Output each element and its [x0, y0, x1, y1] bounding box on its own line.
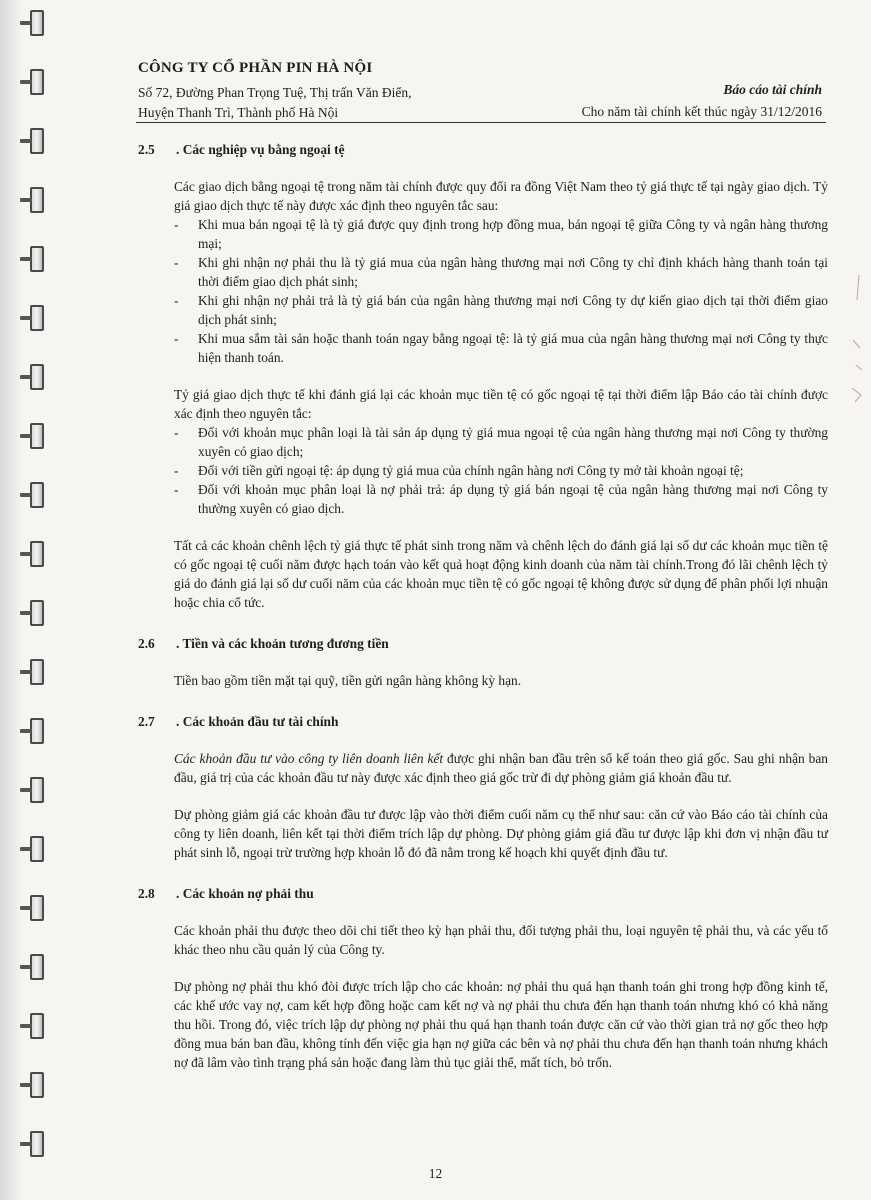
list-item: - Đối với khoản mục phân loại là tài sản áp dụng tỷ giá mua ngoại tệ của ngân hàng thương mại nơi Công ty thường xuyên có giao dịch; — [198, 423, 828, 461]
italic-term: Các khoản đầu tư vào công ty liên doanh liên kết — [174, 751, 444, 766]
list-item: - Khi ghi nhận nợ phải thu là tỷ giá mua của ngân hàng thương mại nơi Công ty chỉ định khách hàng thanh toán tại thời điểm giao dịch phát sinh; — [198, 253, 828, 291]
list-item: - Khi mua sắm tài sản hoặc thanh toán ngay bằng ngoại tệ: là tỷ giá mua của ngân hàng thương mại nơi Công ty thực hiện thanh toán. — [198, 329, 828, 367]
section-2-5-rules-list — [138, 215, 828, 367]
section-title: . Các nghiệp vụ bằng ngoại tệ — [176, 142, 345, 157]
list-item: - Đối với khoản mục phân loại là nợ phải trả: áp dụng tỷ giá bán ngoại tệ của ngân hàng thương mại nơi Công ty thường xuyên có giao dịch. — [198, 480, 828, 518]
section-number: 2.8 — [138, 886, 155, 901]
binding-ring — [30, 128, 44, 154]
section-2-6-heading — [138, 634, 828, 653]
section-number: 2.7 — [138, 714, 155, 729]
binding-ring — [30, 187, 44, 213]
header-divider — [136, 122, 826, 123]
company-address-line2: Huyện Thanh Trì, Thành phố Hà Nội — [138, 105, 339, 120]
page-number: 12 — [428, 1166, 443, 1181]
binding-ring — [30, 954, 44, 980]
section-2-7-heading — [138, 712, 828, 731]
binding-ring — [30, 1013, 44, 1039]
binding-ring — [30, 1072, 44, 1098]
binding-ring — [30, 69, 44, 95]
binding-ring — [30, 718, 44, 744]
binding-ring — [30, 541, 44, 567]
section-2-6-text: Tiền bao gồm tiền mặt tại quỹ, tiền gửi ngân hàng không kỳ hạn. — [174, 673, 522, 688]
section-2-5-closing: Tất cả các khoản chênh lệch tỷ giá thực tế phát sinh trong năm và chênh lệch do đánh giá lại số dư các khoản mục tiền tệ có gốc ngoại tệ cuối năm được hạch toán vào kết quả hoạt động kinh doanh của năm tài chính.Trong đó lãi chênh lệch tỷ giá do đánh giá lại số dư cuối năm của các khoản mục tiền tệ có gốc ngoại tệ không được sử dụng để phân phối lợi nhuận hoặc chia cổ tức. — [174, 538, 828, 610]
section-2-7-paragraph-1 — [174, 749, 828, 787]
section-title: . Các khoản đầu tư tài chính — [176, 714, 339, 729]
section-2-5-revaluation-list — [138, 423, 828, 518]
binding-ring — [30, 659, 44, 685]
section-2-7-paragraph-2: Dự phòng giảm giá các khoản đầu tư được lập vào thời điểm cuối năm cụ thể như sau: căn cứ vào Báo cáo tài chính của công ty liên doanh, liên kết tại thời điểm trích lập dự phòng. Dự phòng giảm giá đầu tư được lập khi đơn vị nhận đầu tư phát sinh lỗ, ngoại trừ trường hợp khoản lỗ đó đã nằm trong kế hoạch khi quyết định đầu tư. — [174, 807, 828, 860]
binding-ring — [30, 600, 44, 626]
binding-ring — [30, 423, 44, 449]
binding-ring — [30, 895, 44, 921]
list-item: - Khi mua bán ngoại tệ là tỷ giá được quy định trong hợp đồng mua, bán ngoại tệ giữa Công ty và ngân hàng thương mại; — [198, 215, 828, 253]
paragraph-rest: được ghi nhận ban đầu trên sổ kế toán theo giá gốc. Sau ghi nhận ban đầu, giá trị của các khoản đầu tư này được xác định theo giá gốc trừ đi dự phòng giảm giá khoản đầu tư. — [174, 751, 829, 785]
section-number: 2.5 — [138, 142, 155, 157]
binding-ring — [30, 10, 44, 36]
binding-ring — [30, 777, 44, 803]
handwritten-margin-mark — [847, 270, 867, 410]
list-item: - Khi ghi nhận nợ phải trả là tỷ giá bán của ngân hàng thương mại nơi Công ty dự kiến giao dịch tại thời điểm giao dịch phát sinh; — [198, 291, 828, 329]
binding-ring — [30, 836, 44, 862]
section-title: . Tiền và các khoản tương đương tiền — [176, 636, 389, 651]
section-title: . Các khoản nợ phải thu — [176, 886, 314, 901]
list-item: - Đối với tiền gửi ngoại tệ: áp dụng tỷ giá mua của chính ngân hàng nơi Công ty mở tài khoản ngoại tệ; — [198, 461, 828, 480]
company-address-line1: Số 72, Đường Phan Trọng Tuệ, Thị trấn Văn Điển, — [138, 85, 412, 100]
binding-ring — [30, 305, 44, 331]
section-2-5-intro: Các giao dịch bằng ngoại tệ trong năm tài chính được quy đổi ra đồng Việt Nam theo tỷ giá thực tế tại ngày giao dịch. Tỷ giá giao dịch thực tế này được xác định theo nguyên tắc sau: — [174, 179, 828, 213]
section-2-8-heading — [138, 884, 828, 903]
main-content — [138, 140, 828, 1072]
section-number: 2.6 — [138, 636, 155, 651]
section-2-8-paragraph-2: Dự phòng nợ phải thu khó đòi được trích lập cho các khoản: nợ phải thu quá hạn thanh toán ghi trong hợp đồng kinh tế, các khế ước vay nợ, cam kết hợp đồng hoặc cam kết nợ và nợ phải thu chưa đến hạn thanh toán nhưng khó có khả năng thu hồi. Trong đó, việc trích lập dự phòng nợ phải thu quá hạn thanh toán được căn cứ vào thời gian trả nợ gốc theo hợp đồng mua bán ban đầu, không tính đến việc gia hạn nợ giữa các bên và nợ phải thu chưa đến hạn thanh toán nhưng khách nợ đã lâm vào tình trạng phá sản hoặc đang làm thủ tục giải thể, mất tích, bỏ trốn. — [174, 979, 828, 1070]
report-period: Cho năm tài chính kết thúc ngày 31/12/2016 — [581, 104, 822, 119]
binding-ring — [30, 246, 44, 272]
section-2-5-intro2: Tỷ giá giao dịch thực tế khi đánh giá lại các khoản mục tiền tệ có gốc ngoại tệ tại thời điểm lập Báo cáo tài chính được xác định theo nguyên tắc: — [174, 387, 828, 421]
binding-ring — [30, 364, 44, 390]
section-2-5-heading — [138, 140, 828, 159]
company-name: CÔNG TY CỔ PHẦN PIN HÀ NỘI — [138, 60, 373, 76]
spiral-binding — [0, 0, 60, 1200]
binding-ring — [30, 1131, 44, 1157]
report-title: Báo cáo tài chính — [723, 82, 822, 97]
binding-ring — [30, 482, 44, 508]
section-2-8-paragraph-1: Các khoản phải thu được theo dõi chi tiết theo kỳ hạn phải thu, đối tượng phải thu, loại nguyên tệ phải thu, và các yếu tố khác theo nhu cầu quản lý của Công ty. — [174, 923, 828, 957]
